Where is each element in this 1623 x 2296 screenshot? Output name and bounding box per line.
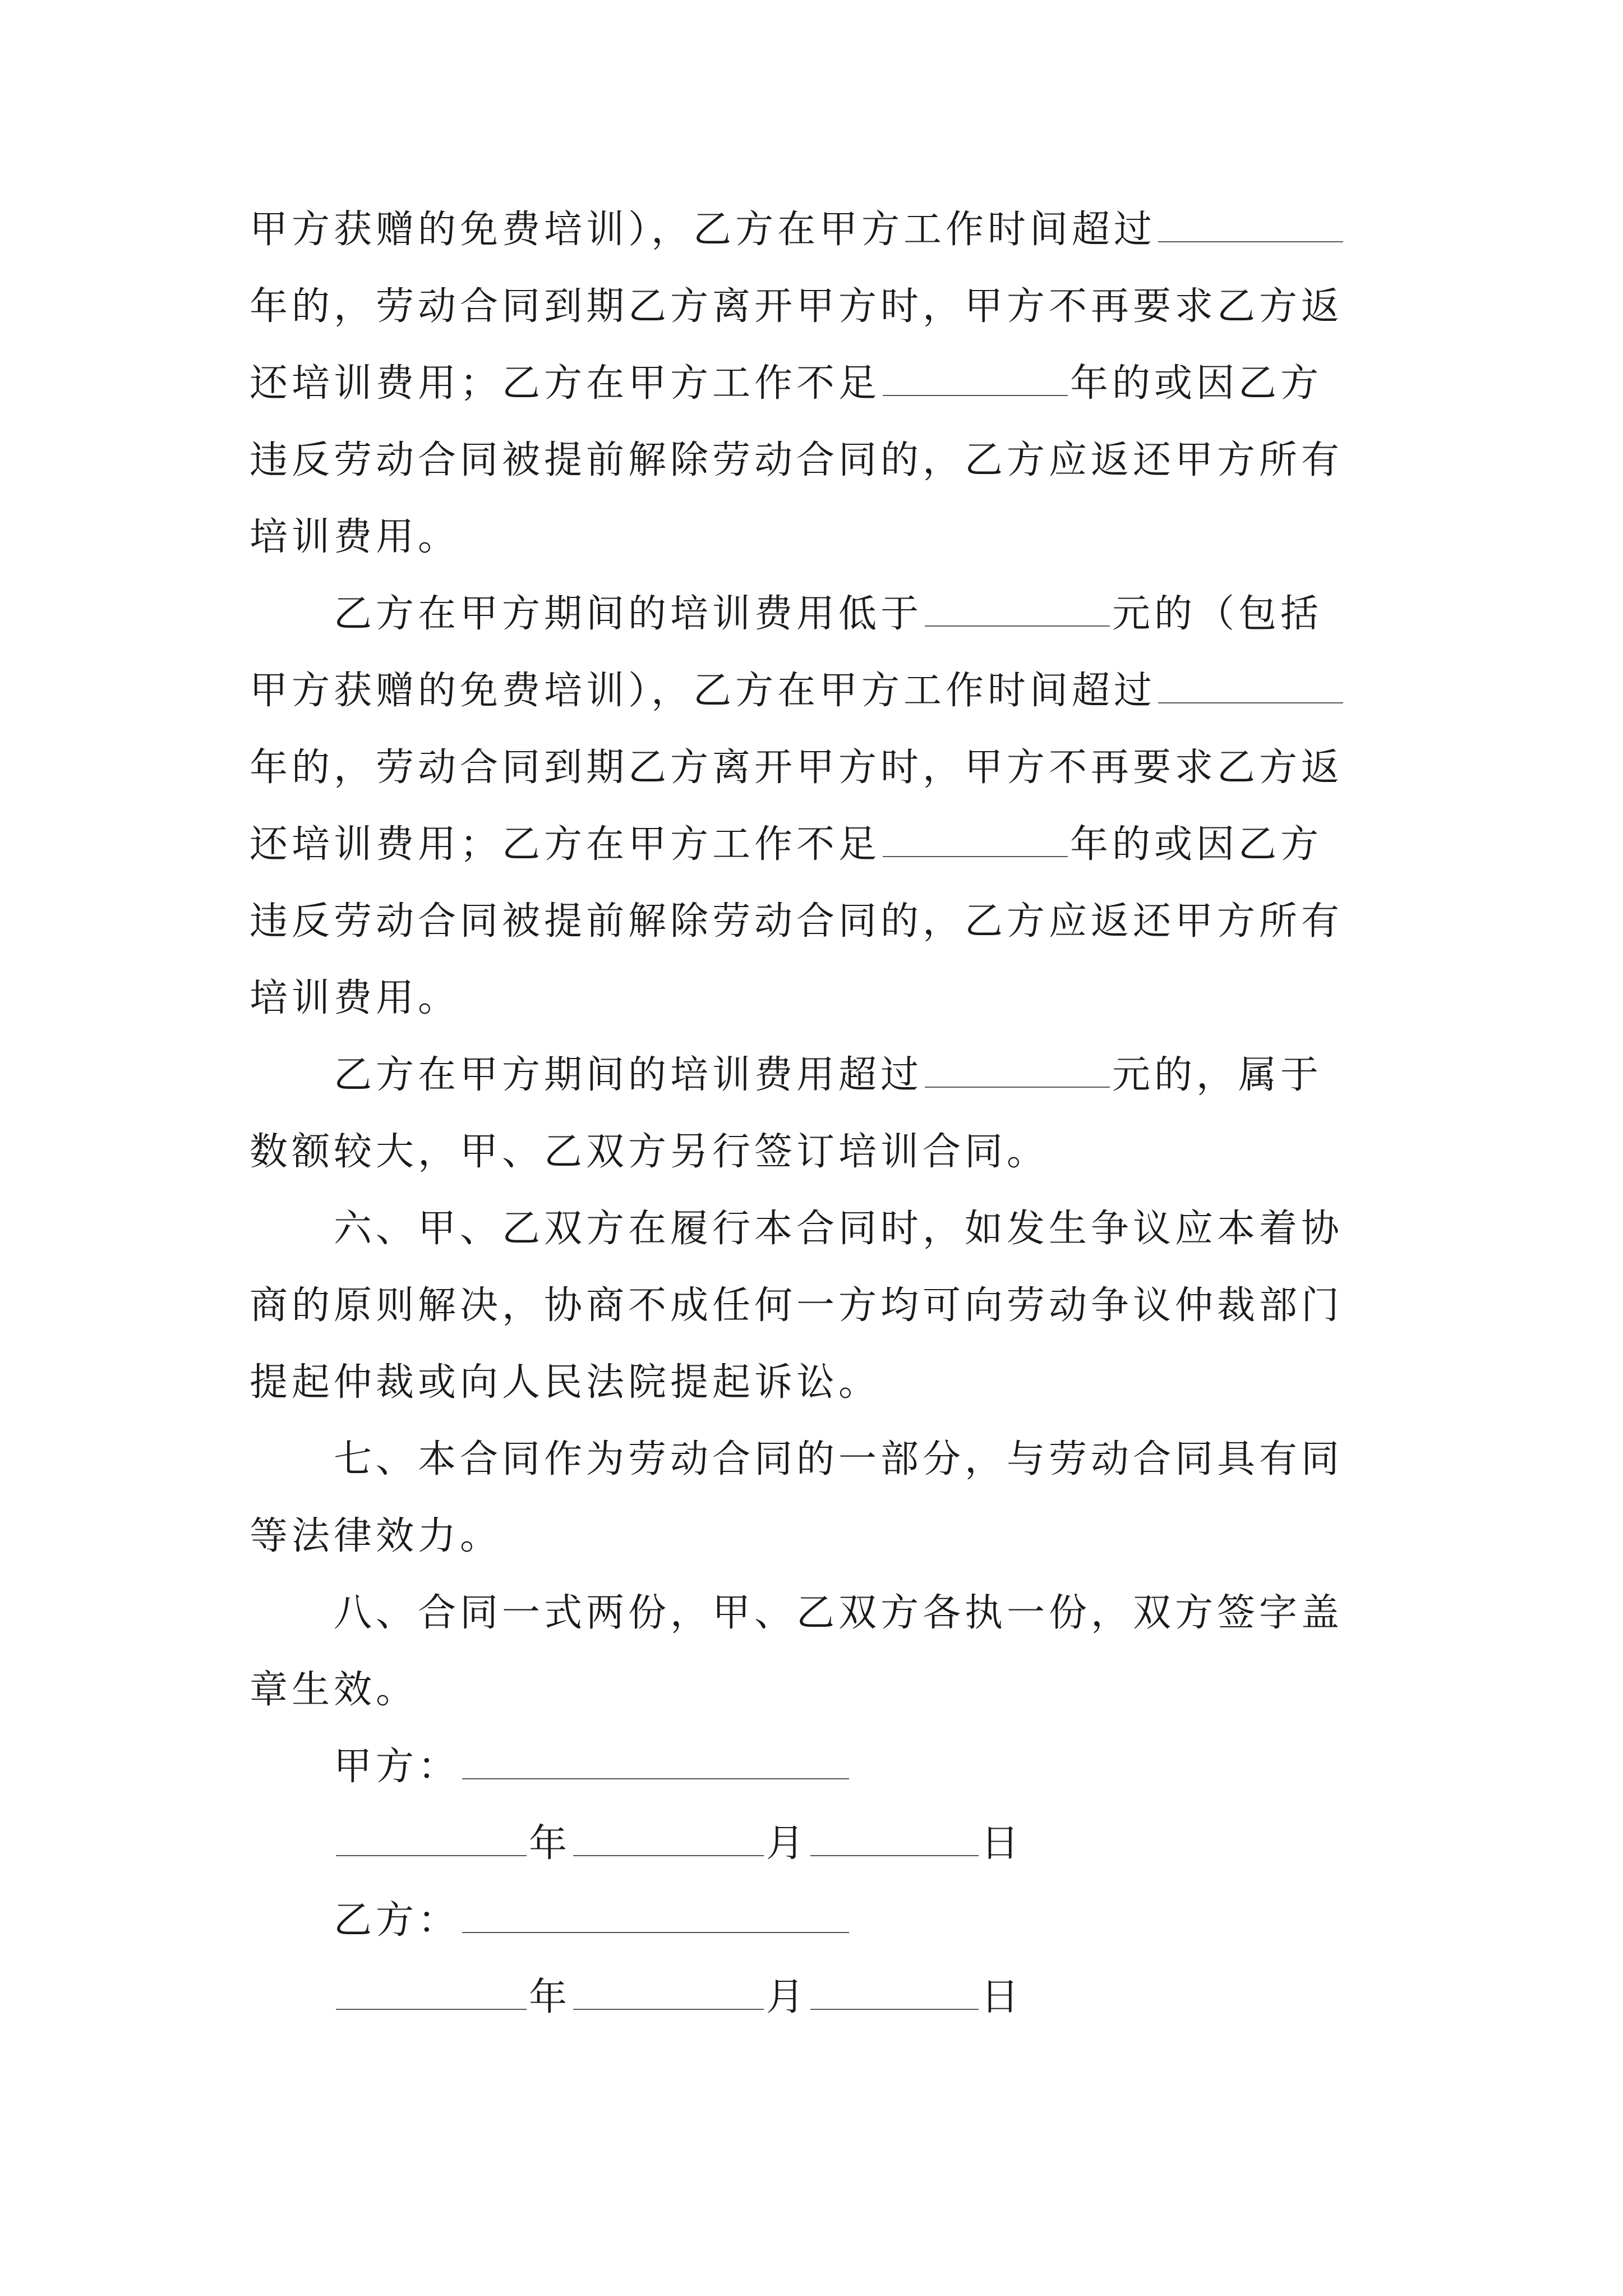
text: 等法律效力。: [250, 1514, 502, 1558]
blank-field[interactable]: [883, 356, 1068, 396]
party-b-label: 乙方：: [334, 1898, 460, 1943]
year-label: 年: [529, 1975, 571, 2019]
month-field[interactable]: [573, 1970, 764, 2010]
blank-field[interactable]: [925, 586, 1110, 627]
text: 章生效。: [250, 1668, 418, 1712]
text: 甲方获赠的免费培训），乙方在甲方工作时间超过: [250, 669, 1156, 713]
p2-line-1: [250, 586, 1380, 642]
year-field[interactable]: [336, 1816, 527, 1856]
text: 年的，劳动合同到期乙方离开甲方时，甲方不再要求乙方返: [250, 284, 1344, 329]
text: 乙方在甲方期间的培训费用超过: [334, 1053, 923, 1097]
p5-line-2: [250, 1508, 1380, 1565]
text: 元的，属于: [1112, 1053, 1323, 1097]
text: 违反劳动合同被提前解除劳动合同的，乙方应返还甲方所有: [250, 899, 1344, 944]
text: 元的（包括: [1112, 592, 1323, 636]
party-a-signature-field[interactable]: [462, 1739, 849, 1779]
text: 还培训费用；乙方在甲方工作不足: [250, 822, 881, 867]
day-field[interactable]: [810, 1970, 979, 2010]
p1-line-1: [250, 202, 1380, 258]
party-b-signature-field[interactable]: [462, 1893, 849, 1933]
p4-line-1: [250, 1201, 1380, 1257]
year-field[interactable]: [336, 1970, 527, 2010]
p4-line-3: [250, 1355, 1380, 1411]
text: 六、甲、乙双方在履行本合同时，如发生争议应本着协: [334, 1207, 1344, 1251]
p2-line-4: [250, 817, 1380, 873]
day-label: 日: [981, 1821, 1023, 1866]
p3-line-2: [250, 1124, 1380, 1180]
blank-field[interactable]: [1158, 663, 1343, 703]
year-label: 年: [529, 1821, 571, 1866]
text: 七、本合同作为劳动合同的一部分，与劳动合同具有同: [334, 1437, 1344, 1481]
month-label: 月: [766, 1821, 809, 1866]
p1-line-4: [250, 432, 1380, 489]
text: 甲方获赠的免费培训），乙方在甲方工作时间超过: [250, 208, 1156, 252]
text: 乙方在甲方期间的培训费用低于: [334, 592, 923, 636]
day-label: 日: [981, 1975, 1023, 2019]
day-field[interactable]: [810, 1816, 979, 1856]
p1-line-3: [250, 356, 1380, 412]
text: 年的或因乙方: [1070, 822, 1323, 867]
p1-line-2: [250, 279, 1380, 335]
text: 提起仲裁或向人民法院提起诉讼。: [250, 1360, 881, 1405]
p1-line-5: [250, 509, 1380, 565]
party-a-date: [334, 1816, 1023, 1872]
blank-field[interactable]: [883, 817, 1068, 857]
text: 八、合同一式两份，甲、乙双方各执一份，双方签字盖: [334, 1591, 1344, 1635]
party-b-signature: [334, 1893, 851, 1949]
blank-field[interactable]: [1158, 202, 1343, 242]
text: 培训费用。: [250, 515, 460, 559]
text: 违反劳动合同被提前解除劳动合同的，乙方应返还甲方所有: [250, 438, 1344, 482]
text: 数额较大，甲、乙双方另行签订培训合同。: [250, 1130, 1049, 1174]
p5-line-1: [250, 1432, 1380, 1488]
text: 商的原则解决，协商不成任何一方均可向劳动争议仲裁部门: [250, 1283, 1344, 1328]
party-a-signature: [334, 1739, 851, 1795]
p6-line-2: [250, 1662, 1380, 1718]
blank-field[interactable]: [925, 1047, 1110, 1088]
text: 年的，劳动合同到期乙方离开甲方时，甲方不再要求乙方返: [250, 746, 1344, 790]
party-a-label: 甲方：: [334, 1745, 460, 1789]
p2-line-5: [250, 894, 1380, 950]
p3-line-1: [250, 1047, 1380, 1103]
text: 还培训费用；乙方在甲方工作不足: [250, 361, 881, 406]
month-label: 月: [766, 1975, 809, 2019]
month-field[interactable]: [573, 1816, 764, 1856]
p2-line-3: [250, 740, 1380, 796]
text: 年的或因乙方: [1070, 361, 1323, 406]
p4-line-2: [250, 1278, 1380, 1334]
party-b-date: [334, 1970, 1023, 2026]
p2-line-2: [250, 663, 1380, 719]
text: 培训费用。: [250, 976, 460, 1020]
p6-line-1: [250, 1585, 1380, 1641]
p2-line-6: [250, 970, 1380, 1027]
